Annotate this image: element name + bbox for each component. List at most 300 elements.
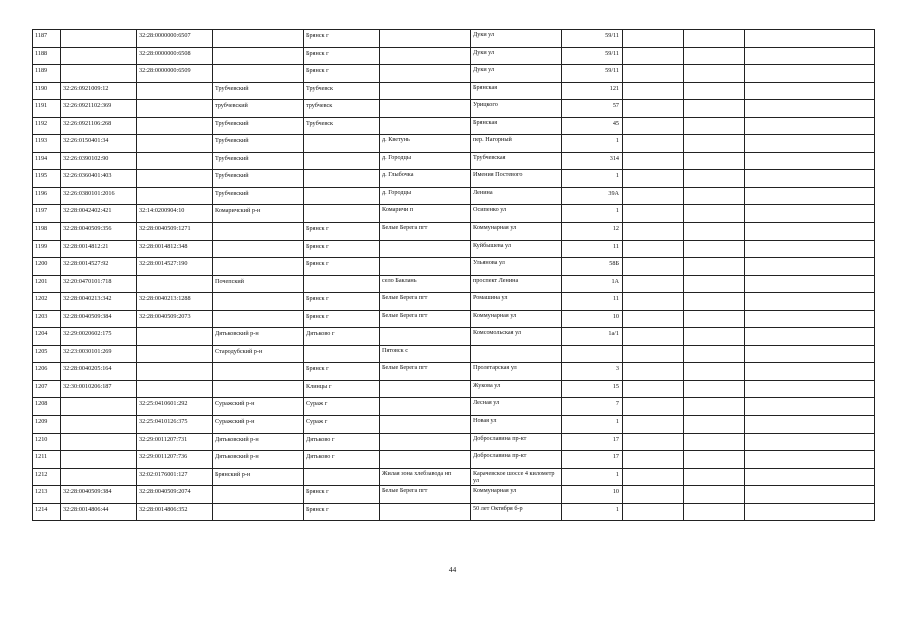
settlement-cell xyxy=(380,47,471,65)
extra-cell-2 xyxy=(684,187,745,205)
extra-cell-1 xyxy=(623,486,684,504)
cadastral-number-cell: 32:26:0390102:90 xyxy=(61,152,137,170)
table-row xyxy=(33,187,875,205)
cadastral-number-cell: 32:26:0921102:369 xyxy=(61,100,137,118)
extra-cell-2 xyxy=(684,258,745,276)
cadastral-number-cell: 32:26:0380101:2016 xyxy=(61,187,137,205)
row-number-cell: 1194 xyxy=(33,152,61,170)
district-cell: Дятьковский р-н xyxy=(213,433,304,451)
row-number-cell: 1209 xyxy=(33,416,61,434)
cadastral-number-cell: 32:29:0020602:175 xyxy=(61,328,137,346)
extra-cell-3 xyxy=(745,47,875,65)
extra-cell-1 xyxy=(623,65,684,83)
street-cell: Дуки ул xyxy=(471,65,562,83)
cadastral-number-cell: 32:28:0040509:384 xyxy=(61,310,137,328)
house-number-cell: 58Б xyxy=(562,258,623,276)
cadastral-number-cell: 32:28:0014527:92 xyxy=(61,258,137,276)
building-cadastral-cell xyxy=(137,328,213,346)
district-cell xyxy=(213,65,304,83)
table-body xyxy=(33,30,875,521)
extra-cell-1 xyxy=(623,293,684,311)
row-number-cell: 1204 xyxy=(33,328,61,346)
building-cadastral-cell: 32:28:0000000:6507 xyxy=(137,30,213,48)
district-cell xyxy=(213,380,304,398)
cadastral-number-cell: 32:28:0040213:342 xyxy=(61,293,137,311)
district-cell: Суражский р-н xyxy=(213,398,304,416)
city-cell: Брянск г xyxy=(304,486,380,504)
row-number-cell: 1210 xyxy=(33,433,61,451)
building-cadastral-cell xyxy=(137,152,213,170)
table-row xyxy=(33,293,875,311)
house-number-cell: 45 xyxy=(562,117,623,135)
table-row xyxy=(33,275,875,293)
extra-cell-2 xyxy=(684,100,745,118)
row-number-cell: 1200 xyxy=(33,258,61,276)
city-cell: Брянск г xyxy=(304,223,380,241)
city-cell: Брянск г xyxy=(304,240,380,258)
city-cell xyxy=(304,275,380,293)
building-cadastral-cell xyxy=(137,363,213,381)
settlement-cell: Белые Берега пгт xyxy=(380,293,471,311)
house-number-cell: 17 xyxy=(562,451,623,469)
row-number-cell: 1203 xyxy=(33,310,61,328)
extra-cell-2 xyxy=(684,47,745,65)
settlement-cell xyxy=(380,398,471,416)
house-number-cell: 1 xyxy=(562,135,623,153)
extra-cell-1 xyxy=(623,152,684,170)
district-cell: Стародубский р-н xyxy=(213,345,304,363)
extra-cell-1 xyxy=(623,328,684,346)
street-cell: Ульянова ул xyxy=(471,258,562,276)
settlement-cell xyxy=(380,82,471,100)
table-row xyxy=(33,152,875,170)
cadastral-number-cell: 32:28:0014806:44 xyxy=(61,503,137,521)
extra-cell-2 xyxy=(684,328,745,346)
row-number-cell: 1205 xyxy=(33,345,61,363)
extra-cell-3 xyxy=(745,398,875,416)
street-cell: Пролетарская ул xyxy=(471,363,562,381)
city-cell xyxy=(304,152,380,170)
extra-cell-3 xyxy=(745,152,875,170)
street-cell: Лесная ул xyxy=(471,398,562,416)
street-cell: проспект Ленина xyxy=(471,275,562,293)
house-number-cell xyxy=(562,345,623,363)
extra-cell-1 xyxy=(623,258,684,276)
house-number-cell: 3 xyxy=(562,363,623,381)
table-row xyxy=(33,30,875,48)
cadastral-number-cell: 32:26:0150401:34 xyxy=(61,135,137,153)
extra-cell-2 xyxy=(684,310,745,328)
building-cadastral-cell: 32:28:0000000:6509 xyxy=(137,65,213,83)
extra-cell-3 xyxy=(745,275,875,293)
row-number-cell: 1195 xyxy=(33,170,61,188)
city-cell xyxy=(304,187,380,205)
row-number-cell: 1192 xyxy=(33,117,61,135)
row-number-cell: 1189 xyxy=(33,65,61,83)
district-cell: Трубчевский xyxy=(213,187,304,205)
house-number-cell: 121 xyxy=(562,82,623,100)
table-row xyxy=(33,345,875,363)
table-row xyxy=(33,240,875,258)
extra-cell-1 xyxy=(623,117,684,135)
building-cadastral-cell: 32:28:0014806:352 xyxy=(137,503,213,521)
house-number-cell: 17 xyxy=(562,433,623,451)
city-cell: Брянск г xyxy=(304,293,380,311)
settlement-cell: Пятовск с xyxy=(380,345,471,363)
house-number-cell: 10 xyxy=(562,310,623,328)
house-number-cell: 59/11 xyxy=(562,47,623,65)
registry-table xyxy=(32,29,875,521)
extra-cell-3 xyxy=(745,100,875,118)
extra-cell-1 xyxy=(623,187,684,205)
cadastral-number-cell xyxy=(61,65,137,83)
extra-cell-1 xyxy=(623,135,684,153)
building-cadastral-cell: 32:28:0014527:190 xyxy=(137,258,213,276)
settlement-cell xyxy=(380,380,471,398)
building-cadastral-cell: 32:25:0410126:375 xyxy=(137,416,213,434)
street-cell: Комсомольская ул xyxy=(471,328,562,346)
street-cell: пер. Нагорный xyxy=(471,135,562,153)
city-cell: Трубчевск xyxy=(304,82,380,100)
extra-cell-2 xyxy=(684,223,745,241)
settlement-cell xyxy=(380,240,471,258)
extra-cell-1 xyxy=(623,100,684,118)
settlement-cell: д. Городцы xyxy=(380,187,471,205)
extra-cell-1 xyxy=(623,47,684,65)
cadastral-number-cell xyxy=(61,47,137,65)
extra-cell-2 xyxy=(684,152,745,170)
street-cell: 50 лет Октября б-р xyxy=(471,503,562,521)
house-number-cell: 1 xyxy=(562,503,623,521)
city-cell: трубчевск xyxy=(304,100,380,118)
extra-cell-2 xyxy=(684,345,745,363)
street-cell: Доброславина пр-кт xyxy=(471,451,562,469)
street-cell: Дуки ул xyxy=(471,30,562,48)
street-cell: Коммунарная ул xyxy=(471,486,562,504)
row-number-cell: 1187 xyxy=(33,30,61,48)
house-number-cell: 57 xyxy=(562,100,623,118)
row-number-cell: 1198 xyxy=(33,223,61,241)
house-number-cell: 12 xyxy=(562,223,623,241)
settlement-cell xyxy=(380,433,471,451)
row-number-cell: 1202 xyxy=(33,293,61,311)
extra-cell-3 xyxy=(745,328,875,346)
district-cell: Суражский р-н xyxy=(213,416,304,434)
settlement-cell xyxy=(380,503,471,521)
district-cell xyxy=(213,503,304,521)
table-row xyxy=(33,468,875,486)
table-row xyxy=(33,47,875,65)
cadastral-number-cell: 32:26:0921106:268 xyxy=(61,117,137,135)
building-cadastral-cell: 32:28:0040213:1288 xyxy=(137,293,213,311)
extra-cell-3 xyxy=(745,310,875,328)
district-cell xyxy=(213,30,304,48)
district-cell xyxy=(213,310,304,328)
city-cell xyxy=(304,170,380,188)
cadastral-number-cell: 32:28:0042402:421 xyxy=(61,205,137,223)
extra-cell-3 xyxy=(745,433,875,451)
row-number-cell: 1188 xyxy=(33,47,61,65)
row-number-cell: 1201 xyxy=(33,275,61,293)
row-number-cell: 1213 xyxy=(33,486,61,504)
building-cadastral-cell: 32:29:0011207:736 xyxy=(137,451,213,469)
extra-cell-3 xyxy=(745,82,875,100)
street-cell: Коммунарная ул xyxy=(471,223,562,241)
extra-cell-3 xyxy=(745,187,875,205)
district-cell xyxy=(213,258,304,276)
building-cadastral-cell xyxy=(137,100,213,118)
city-cell xyxy=(304,345,380,363)
settlement-cell: Белые Берега пгт xyxy=(380,363,471,381)
district-cell: Дятьковский р-н xyxy=(213,451,304,469)
city-cell xyxy=(304,205,380,223)
row-number-cell: 1208 xyxy=(33,398,61,416)
row-number-cell: 1199 xyxy=(33,240,61,258)
street-cell: Доброславина пр-кт xyxy=(471,433,562,451)
extra-cell-1 xyxy=(623,310,684,328)
street-cell xyxy=(471,345,562,363)
street-cell: Дуки ул xyxy=(471,47,562,65)
house-number-cell: 7 xyxy=(562,398,623,416)
house-number-cell: 1 xyxy=(562,468,623,486)
row-number-cell: 1207 xyxy=(33,380,61,398)
district-cell: Комаричский р-н xyxy=(213,205,304,223)
extra-cell-2 xyxy=(684,363,745,381)
settlement-cell xyxy=(380,100,471,118)
extra-cell-3 xyxy=(745,205,875,223)
cadastral-number-cell: 32:26:0921009:12 xyxy=(61,82,137,100)
house-number-cell: 10 xyxy=(562,486,623,504)
extra-cell-2 xyxy=(684,416,745,434)
extra-cell-1 xyxy=(623,205,684,223)
table-row xyxy=(33,223,875,241)
extra-cell-3 xyxy=(745,363,875,381)
table-row xyxy=(33,258,875,276)
extra-cell-2 xyxy=(684,240,745,258)
table-row xyxy=(33,82,875,100)
extra-cell-3 xyxy=(745,30,875,48)
street-cell: Брянская xyxy=(471,117,562,135)
extra-cell-1 xyxy=(623,363,684,381)
city-cell: Брянск г xyxy=(304,310,380,328)
street-cell: Осипенко ул xyxy=(471,205,562,223)
cadastral-number-cell: 32:28:0040509:384 xyxy=(61,486,137,504)
city-cell: Брянск г xyxy=(304,65,380,83)
table-row xyxy=(33,100,875,118)
extra-cell-1 xyxy=(623,170,684,188)
row-number-cell: 1196 xyxy=(33,187,61,205)
row-number-cell: 1193 xyxy=(33,135,61,153)
extra-cell-1 xyxy=(623,416,684,434)
settlement-cell: д. Глыбочка xyxy=(380,170,471,188)
cadastral-number-cell xyxy=(61,398,137,416)
city-cell: Брянск г xyxy=(304,47,380,65)
district-cell: трубчевский xyxy=(213,100,304,118)
extra-cell-1 xyxy=(623,380,684,398)
building-cadastral-cell xyxy=(137,170,213,188)
row-number-cell: 1214 xyxy=(33,503,61,521)
street-cell: Коммунарная ул xyxy=(471,310,562,328)
extra-cell-1 xyxy=(623,275,684,293)
street-cell: Трубчевская xyxy=(471,152,562,170)
building-cadastral-cell xyxy=(137,135,213,153)
table-row xyxy=(33,398,875,416)
street-cell: Урицкого xyxy=(471,100,562,118)
extra-cell-2 xyxy=(684,135,745,153)
street-cell: Ленина xyxy=(471,187,562,205)
district-cell xyxy=(213,293,304,311)
settlement-cell: Белые Берега пгт xyxy=(380,310,471,328)
street-cell: Карачевское шоссе 4 километр ул xyxy=(471,468,562,486)
table-row xyxy=(33,205,875,223)
table-row xyxy=(33,503,875,521)
district-cell: Трубчевский xyxy=(213,135,304,153)
extra-cell-1 xyxy=(623,468,684,486)
district-cell: Трубчевский xyxy=(213,170,304,188)
extra-cell-2 xyxy=(684,65,745,83)
building-cadastral-cell xyxy=(137,187,213,205)
cadastral-number-cell xyxy=(61,416,137,434)
district-cell xyxy=(213,486,304,504)
cadastral-number-cell: 32:28:0040509:356 xyxy=(61,223,137,241)
building-cadastral-cell: 32:14:0200904:10 xyxy=(137,205,213,223)
cadastral-number-cell: 32:20:0470101:718 xyxy=(61,275,137,293)
table-row xyxy=(33,486,875,504)
street-cell: Жукова ул xyxy=(471,380,562,398)
extra-cell-2 xyxy=(684,170,745,188)
house-number-cell: 11 xyxy=(562,240,623,258)
building-cadastral-cell xyxy=(137,82,213,100)
building-cadastral-cell: 32:28:0040509:1271 xyxy=(137,223,213,241)
table-row xyxy=(33,170,875,188)
house-number-cell: 314 xyxy=(562,152,623,170)
table-row xyxy=(33,380,875,398)
table-row xyxy=(33,416,875,434)
extra-cell-3 xyxy=(745,380,875,398)
building-cadastral-cell: 32:28:0040509:2073 xyxy=(137,310,213,328)
cadastral-number-cell: 32:23:0030101:269 xyxy=(61,345,137,363)
extra-cell-3 xyxy=(745,135,875,153)
house-number-cell: 15 xyxy=(562,380,623,398)
extra-cell-2 xyxy=(684,433,745,451)
building-cadastral-cell xyxy=(137,117,213,135)
row-number-cell: 1212 xyxy=(33,468,61,486)
cadastral-number-cell xyxy=(61,451,137,469)
extra-cell-3 xyxy=(745,117,875,135)
extra-cell-1 xyxy=(623,82,684,100)
district-cell xyxy=(213,240,304,258)
settlement-cell xyxy=(380,30,471,48)
extra-cell-1 xyxy=(623,433,684,451)
district-cell: Трубчевский xyxy=(213,117,304,135)
house-number-cell: 39А xyxy=(562,187,623,205)
city-cell: Брянск г xyxy=(304,503,380,521)
city-cell: Сураж г xyxy=(304,416,380,434)
cadastral-number-cell: 32:26:0360401:403 xyxy=(61,170,137,188)
extra-cell-3 xyxy=(745,416,875,434)
extra-cell-1 xyxy=(623,398,684,416)
settlement-cell: д. Городцы xyxy=(380,152,471,170)
city-cell: Дятьково г xyxy=(304,433,380,451)
house-number-cell: 1 xyxy=(562,416,623,434)
house-number-cell: 59/11 xyxy=(562,65,623,83)
row-number-cell: 1190 xyxy=(33,82,61,100)
district-cell: Брянский р-н xyxy=(213,468,304,486)
extra-cell-3 xyxy=(745,468,875,486)
table-row xyxy=(33,363,875,381)
row-number-cell: 1191 xyxy=(33,100,61,118)
extra-cell-2 xyxy=(684,380,745,398)
row-number-cell: 1197 xyxy=(33,205,61,223)
city-cell: Брянск г xyxy=(304,363,380,381)
building-cadastral-cell xyxy=(137,380,213,398)
extra-cell-3 xyxy=(745,345,875,363)
building-cadastral-cell: 32:28:0000000:6508 xyxy=(137,47,213,65)
extra-cell-2 xyxy=(684,468,745,486)
cadastral-number-cell: 32:30:0010206:187 xyxy=(61,380,137,398)
street-cell: Брянская xyxy=(471,82,562,100)
extra-cell-1 xyxy=(623,240,684,258)
street-cell: Новая ул xyxy=(471,416,562,434)
row-number-cell: 1206 xyxy=(33,363,61,381)
house-number-cell: 1 xyxy=(562,170,623,188)
district-cell: Трубчевский xyxy=(213,152,304,170)
table-row xyxy=(33,65,875,83)
extra-cell-3 xyxy=(745,223,875,241)
table-row xyxy=(33,328,875,346)
table-row xyxy=(33,451,875,469)
house-number-cell: 1А xyxy=(562,275,623,293)
extra-cell-1 xyxy=(623,451,684,469)
city-cell xyxy=(304,135,380,153)
extra-cell-1 xyxy=(623,345,684,363)
city-cell: Трубчевск xyxy=(304,117,380,135)
extra-cell-2 xyxy=(684,293,745,311)
extra-cell-3 xyxy=(745,503,875,521)
city-cell: Брянск г xyxy=(304,30,380,48)
house-number-cell: 1а/1 xyxy=(562,328,623,346)
settlement-cell: село Баклань xyxy=(380,275,471,293)
settlement-cell xyxy=(380,451,471,469)
table-row xyxy=(33,117,875,135)
extra-cell-3 xyxy=(745,65,875,83)
house-number-cell: 1 xyxy=(562,205,623,223)
extra-cell-3 xyxy=(745,258,875,276)
extra-cell-2 xyxy=(684,205,745,223)
house-number-cell: 59/11 xyxy=(562,30,623,48)
extra-cell-2 xyxy=(684,451,745,469)
page-number: 44 xyxy=(448,565,457,574)
extra-cell-1 xyxy=(623,30,684,48)
district-cell: Почепский xyxy=(213,275,304,293)
cadastral-number-cell xyxy=(61,468,137,486)
district-cell xyxy=(213,47,304,65)
extra-cell-2 xyxy=(684,486,745,504)
house-number-cell: 11 xyxy=(562,293,623,311)
extra-cell-2 xyxy=(684,503,745,521)
building-cadastral-cell: 32:29:0011207:731 xyxy=(137,433,213,451)
building-cadastral-cell: 32:02:0176001:127 xyxy=(137,468,213,486)
district-cell xyxy=(213,363,304,381)
settlement-cell xyxy=(380,117,471,135)
extra-cell-2 xyxy=(684,30,745,48)
extra-cell-3 xyxy=(745,170,875,188)
row-number-cell: 1211 xyxy=(33,451,61,469)
building-cadastral-cell: 32:28:0040509:2074 xyxy=(137,486,213,504)
extra-cell-3 xyxy=(745,240,875,258)
cadastral-number-cell xyxy=(61,30,137,48)
table-row xyxy=(33,135,875,153)
